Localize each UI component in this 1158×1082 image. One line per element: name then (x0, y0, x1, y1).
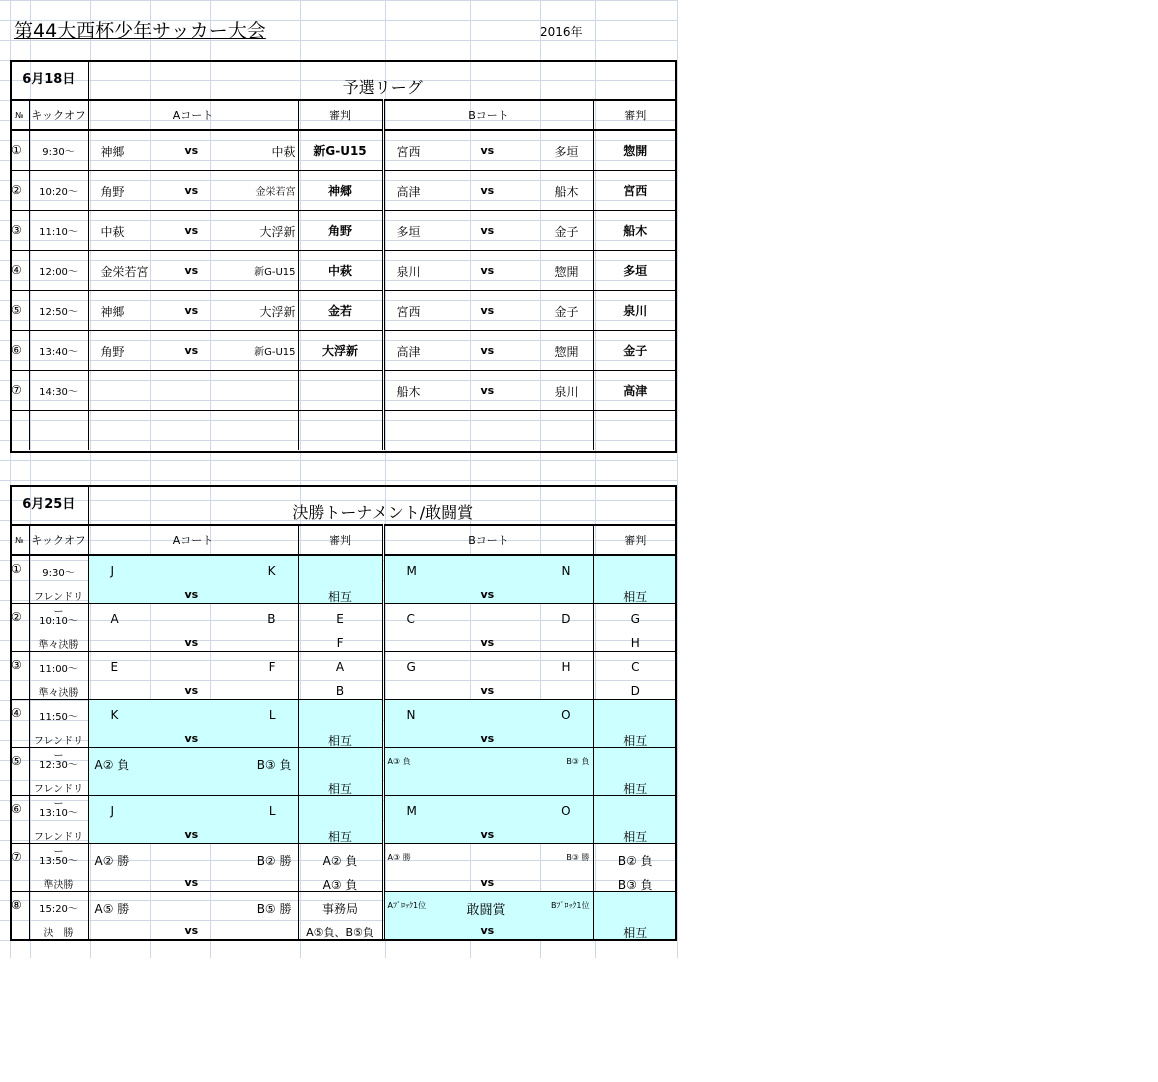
kickoff-time: 11:50～ (39, 711, 78, 723)
header-referee-a: 審判 (298, 100, 383, 130)
vs-label: vs (480, 827, 495, 841)
referee-b-bottom: B③ 負 (617, 877, 653, 892)
header-court-a: Aコート (88, 100, 298, 130)
team-b1: A③ 勝 (387, 852, 411, 862)
team-a2: K (267, 564, 276, 578)
table-row (10, 747, 677, 795)
kickoff-cell (29, 747, 88, 810)
referee-b (593, 603, 677, 651)
team-b1: 船木 (396, 384, 421, 399)
referee-a-top: 事務局 (322, 901, 359, 916)
team-b2: B③ 勝 (566, 852, 590, 862)
team-b1: 高津 (396, 344, 421, 359)
court-b-match (383, 290, 593, 330)
match-number-label: ⑤ (11, 753, 22, 768)
match-type: 準決勝 (43, 879, 74, 891)
match-number (10, 555, 29, 603)
team-a2: 大浮新 (259, 224, 296, 239)
match-number-label: ② (11, 609, 22, 624)
year-label: 2016年 (540, 25, 583, 39)
team-a2: 金栄若宮 (255, 186, 296, 198)
team-a1: E (110, 659, 119, 674)
team-a1: 金栄若宮 (100, 264, 149, 279)
prelim-date: 6月18日 (10, 60, 88, 100)
table-row (10, 555, 677, 603)
referee-a-bottom: B (335, 683, 345, 698)
team-a1: J (110, 564, 115, 578)
team-b2: Bﾌﾞﾛｯｸ1位 (550, 900, 590, 910)
kickoff-time: 13:10～ (39, 807, 78, 819)
court-a-match (88, 747, 298, 795)
vs-label: vs (184, 827, 199, 841)
team-b2: 金子 (554, 304, 579, 319)
team-b2: O (561, 803, 571, 818)
referee-a (298, 651, 383, 699)
team-b1: N (406, 707, 416, 722)
court-a-match (88, 370, 298, 410)
vs-label: vs (184, 731, 199, 745)
match-type: フレンドリー (33, 831, 84, 858)
referee-a-top: A (335, 659, 345, 674)
team-a1: 中萩 (100, 224, 125, 239)
team-a1: 神郷 (100, 145, 125, 159)
court-b-match (383, 699, 593, 747)
kickoff-time: 10:20～ (29, 170, 88, 210)
table-row (10, 330, 677, 370)
vs-label: vs (480, 683, 495, 697)
table-row (10, 699, 677, 747)
match-type: 準々決勝 (38, 639, 79, 651)
match-number: ② (10, 170, 29, 210)
referee-b (593, 555, 677, 603)
referee-a (298, 555, 383, 603)
table-row (10, 651, 677, 699)
team-a2: F (268, 659, 276, 674)
match-number: ⑥ (10, 330, 29, 370)
match-type: フレンドリー (33, 735, 84, 762)
kickoff-time: 11:10～ (29, 210, 88, 250)
referee-b-top: B② 負 (617, 853, 653, 868)
team-a2: B③ 負 (256, 757, 292, 772)
referee-a (298, 410, 383, 450)
referee-a: 神郷 (298, 170, 383, 210)
team-b1: 宮西 (396, 304, 421, 319)
header-referee-b: 審判 (593, 525, 677, 555)
referee-a: 大浮新 (298, 330, 383, 370)
referee-a-top: A② 負 (322, 853, 358, 868)
vs-label: vs (480, 343, 495, 357)
header-no: № (10, 100, 29, 130)
court-b-match (383, 370, 593, 410)
vs-label: vs (184, 923, 199, 937)
table-row (10, 370, 677, 410)
final-section (10, 485, 677, 939)
referee-b (593, 410, 677, 450)
team-a1: 神郷 (100, 304, 125, 319)
match-number-label: ① (11, 562, 22, 576)
kickoff-time: 13:50～ (39, 855, 78, 867)
match-number (10, 651, 29, 699)
team-b1: M (406, 803, 417, 818)
team-a2: B② 勝 (256, 853, 292, 868)
court-b-match (383, 210, 593, 250)
team-a2: L (268, 707, 276, 722)
team-b1: C (406, 611, 415, 626)
match-number (10, 410, 29, 450)
referee-b: 高津 (593, 370, 677, 410)
award-label: 敢闘賞 (466, 902, 506, 918)
referee-a-bottom: 相互 (328, 590, 353, 604)
vs-label: vs (184, 144, 199, 157)
team-b2: N (561, 564, 571, 578)
match-number (10, 891, 29, 939)
referee-a-bottom: 相互 (328, 781, 353, 796)
referee-a-bottom: F (336, 635, 344, 650)
page-title: 第44大西杯少年サッカー大会 (14, 20, 266, 42)
table-row (10, 843, 677, 891)
match-type: 決 勝 (43, 927, 74, 939)
team-b2: H (561, 659, 571, 674)
kickoff-time: 13:40～ (29, 330, 88, 370)
match-number (10, 795, 29, 843)
vs-label: vs (184, 683, 199, 697)
court-b-match (383, 843, 593, 891)
header-kickoff: キックオフ (29, 100, 88, 130)
team-b1: Aﾌﾞﾛｯｸ1位 (387, 900, 427, 910)
vs-label: vs (184, 303, 199, 317)
team-a2: L (268, 803, 276, 818)
vs-label: vs (480, 635, 495, 649)
referee-a (298, 891, 383, 939)
match-number: ④ (10, 250, 29, 290)
match-number-label: ⑦ (11, 849, 22, 864)
table-row (10, 290, 677, 330)
referee-b-top: G (630, 611, 640, 626)
vs-label: vs (480, 588, 495, 601)
referee-a (298, 603, 383, 651)
header-referee-a: 審判 (298, 525, 383, 555)
kickoff-time: 11:00～ (39, 663, 78, 675)
header-court-b: Bコート (383, 100, 593, 130)
court-a-match (88, 410, 298, 450)
court-a-match (88, 330, 298, 370)
match-number (10, 843, 29, 891)
court-a-match (88, 603, 298, 651)
referee-a-bottom: A⑤負、B⑤負 (306, 925, 374, 939)
team-b2: 泉川 (554, 384, 579, 399)
team-b1: M (406, 564, 417, 578)
referee-b: 船木 (593, 210, 677, 250)
vs-label: vs (480, 144, 495, 157)
vs-label: vs (480, 303, 495, 317)
team-b2: 惣開 (554, 344, 579, 359)
referee-a-top: E (336, 611, 344, 626)
team-a2: B⑤ 勝 (256, 901, 292, 916)
referee-b (593, 747, 677, 795)
match-number-label: ⑧ (11, 897, 22, 912)
referee-b: 多垣 (593, 250, 677, 290)
team-b1: G (406, 659, 416, 674)
vs-label: vs (184, 223, 199, 237)
kickoff-cell (29, 891, 88, 939)
match-number (10, 603, 29, 651)
referee-b-bottom: D (630, 683, 640, 698)
table-row (10, 603, 677, 651)
match-number-label: ⑥ (11, 801, 22, 816)
referee-b (593, 843, 677, 891)
referee-b (593, 795, 677, 843)
team-a1: K (110, 707, 119, 722)
court-b-match (383, 603, 593, 651)
referee-b: 金子 (593, 330, 677, 370)
court-b-match (383, 747, 593, 795)
final-date: 6月25日 (10, 485, 88, 525)
match-number (10, 699, 29, 747)
team-a1: A② 勝 (94, 853, 130, 868)
kickoff-cell (29, 651, 88, 699)
match-number-label: ④ (11, 705, 22, 720)
kickoff-cell (29, 603, 88, 651)
referee-a (298, 370, 383, 410)
vs-label: vs (480, 183, 495, 197)
court-a-match (88, 555, 298, 603)
kickoff-time: 12:30～ (39, 759, 78, 771)
referee-b-bottom: 相互 (623, 733, 648, 748)
team-a1: 角野 (100, 344, 125, 359)
vs-label: vs (480, 383, 495, 397)
court-a-match (88, 843, 298, 891)
referee-b: 宮西 (593, 170, 677, 210)
vs-label: vs (184, 875, 199, 889)
team-b2: D (561, 611, 571, 626)
vs-label: vs (480, 731, 495, 745)
header-referee-b: 審判 (593, 100, 677, 130)
court-b-match (383, 250, 593, 290)
kickoff-time: 10:10～ (39, 615, 78, 627)
match-number: ① (10, 130, 29, 170)
match-type: 準々決勝 (38, 687, 79, 699)
kickoff-cell (29, 555, 88, 618)
vs-label: vs (184, 263, 199, 277)
referee-a-bottom: 相互 (328, 829, 353, 844)
court-b-match (383, 410, 593, 450)
table-row (10, 250, 677, 290)
team-a1: A② 負 (94, 757, 130, 772)
referee-a: 角野 (298, 210, 383, 250)
team-b2: O (561, 707, 571, 722)
table-row (10, 410, 677, 450)
final-section-title: 決勝トーナメント/敢闘賞 (88, 485, 677, 525)
vs-label: vs (480, 923, 495, 937)
referee-a (298, 747, 383, 795)
kickoff-time: 15:20～ (39, 903, 78, 915)
team-a1: A (110, 611, 119, 626)
team-b1: 宮西 (396, 145, 421, 159)
court-a-match (88, 795, 298, 843)
referee-b (593, 891, 677, 939)
court-a-match (88, 130, 298, 170)
court-b-match (383, 130, 593, 170)
match-number-label: ③ (11, 657, 22, 672)
table-row (10, 891, 677, 939)
team-b1: 多垣 (396, 224, 421, 239)
header-court-b: Bコート (383, 525, 593, 555)
match-type: フレンドリー (33, 592, 84, 618)
referee-b (593, 699, 677, 747)
table-row (10, 210, 677, 250)
court-b-match (383, 795, 593, 843)
team-a2: B (267, 611, 276, 626)
header-court-a: Aコート (88, 525, 298, 555)
court-a-match (88, 290, 298, 330)
kickoff-time: 9:30～ (42, 568, 75, 579)
team-b1: A③ 負 (387, 756, 411, 766)
referee-b-bottom: H (630, 635, 640, 650)
prelim-section (10, 60, 677, 450)
referee-a-bottom: 相互 (328, 733, 353, 748)
final-table (10, 485, 677, 939)
court-a-match (88, 210, 298, 250)
referee-b-bottom: 相互 (623, 590, 648, 604)
kickoff-cell (29, 843, 88, 891)
court-b-match (383, 330, 593, 370)
team-b2: 金子 (554, 224, 579, 239)
match-number: ⑤ (10, 290, 29, 330)
referee-b-top: C (631, 659, 640, 674)
referee-a: 中萩 (298, 250, 383, 290)
vs-label: vs (184, 343, 199, 357)
court-b-match (383, 891, 593, 939)
header-kickoff: キックオフ (29, 525, 88, 555)
court-a-match (88, 699, 298, 747)
table-row (10, 130, 677, 170)
header-no: № (10, 525, 29, 555)
team-a1: A⑤ 勝 (94, 901, 130, 916)
court-b-match (383, 651, 593, 699)
referee-b-bottom: 相互 (623, 829, 648, 844)
match-type: フレンドリー (33, 783, 84, 810)
referee-a (298, 699, 383, 747)
team-b1: 泉川 (396, 264, 421, 279)
court-a-match (88, 250, 298, 290)
kickoff-time: 12:50～ (29, 290, 88, 330)
vs-label: vs (480, 875, 495, 889)
team-b2: 船木 (554, 184, 579, 199)
court-a-match (88, 170, 298, 210)
team-a2: 大浮新 (259, 304, 296, 319)
team-a1: 角野 (100, 184, 125, 199)
vs-label: vs (184, 588, 199, 601)
referee-a-bottom: A③ 負 (322, 877, 358, 892)
kickoff-cell (29, 699, 88, 762)
match-number (10, 747, 29, 795)
referee-a: 新G-U15 (298, 130, 383, 170)
vs-label: vs (480, 263, 495, 277)
match-number: ③ (10, 210, 29, 250)
team-a2: 中萩 (271, 145, 296, 159)
referee-a (298, 795, 383, 843)
team-b2: B③ 負 (566, 756, 590, 766)
team-a1: J (110, 803, 115, 818)
prelim-table (10, 60, 677, 450)
vs-label: vs (480, 223, 495, 237)
referee-b-bottom: 相互 (623, 781, 648, 796)
referee-b: 泉川 (593, 290, 677, 330)
kickoff-time: 9:30～ (29, 130, 88, 170)
kickoff-time: 14:30～ (29, 370, 88, 410)
team-b1: 高津 (396, 184, 421, 199)
team-a2: 新G-U15 (254, 346, 296, 358)
prelim-section-title: 予選リーグ (88, 60, 677, 100)
vs-label: vs (184, 635, 199, 649)
kickoff-time: 12:00～ (29, 250, 88, 290)
vs-label: vs (184, 183, 199, 197)
referee-b-bottom: 相互 (623, 925, 648, 940)
kickoff-time (29, 410, 88, 450)
court-b-match (383, 555, 593, 603)
table-row (10, 170, 677, 210)
kickoff-cell (29, 795, 88, 858)
court-a-match (88, 891, 298, 939)
referee-b (593, 651, 677, 699)
referee-a: 金若 (298, 290, 383, 330)
referee-b: 惣開 (593, 130, 677, 170)
table-row (10, 795, 677, 843)
referee-a (298, 843, 383, 891)
team-b2: 惣開 (554, 264, 579, 279)
team-b2: 多垣 (554, 145, 579, 159)
match-number: ⑦ (10, 370, 29, 410)
team-a2: 新G-U15 (254, 266, 296, 278)
court-b-match (383, 170, 593, 210)
court-a-match (88, 651, 298, 699)
